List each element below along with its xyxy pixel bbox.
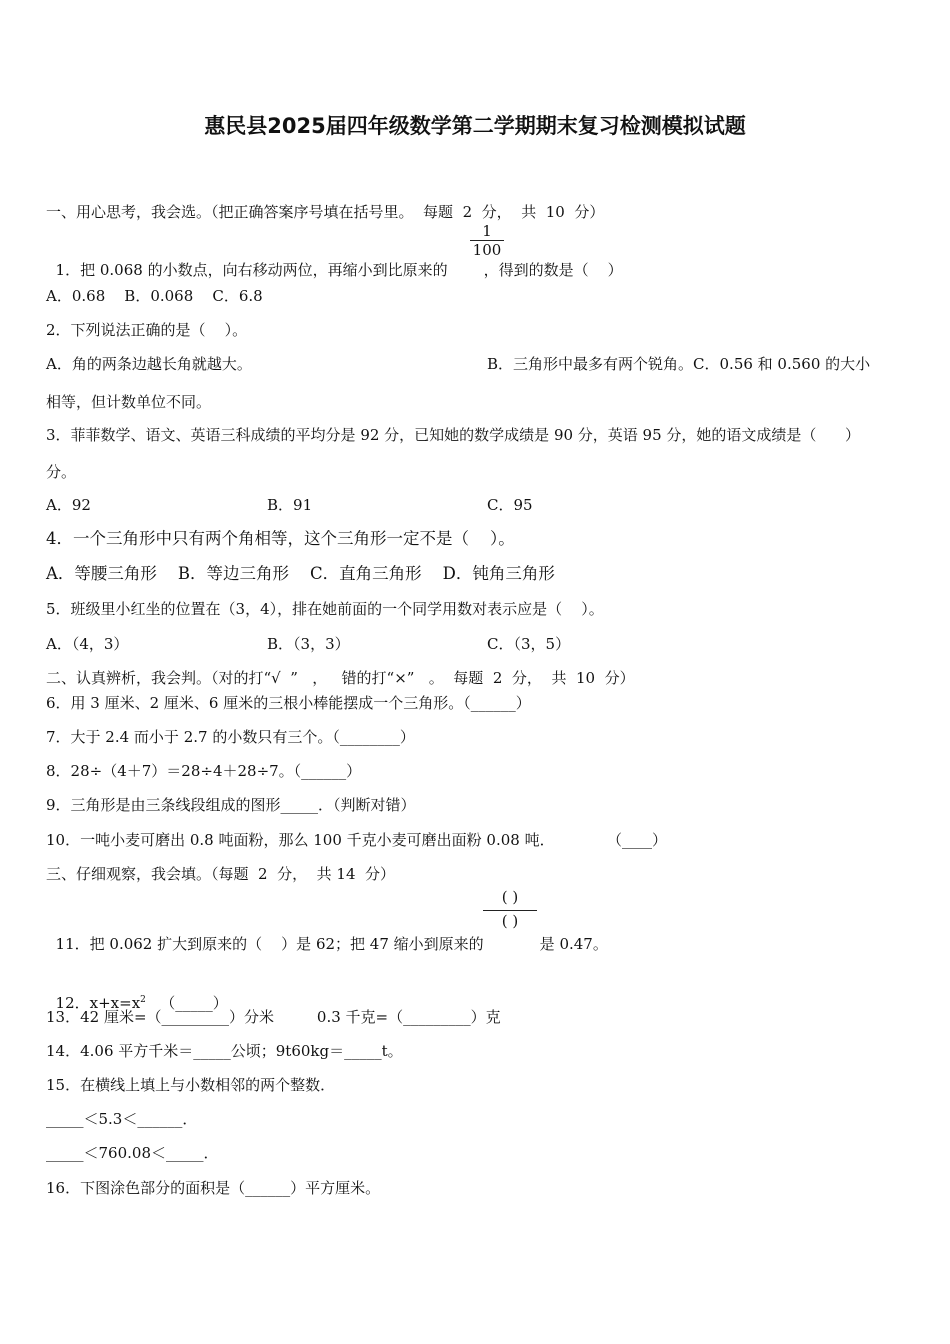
question-5-option-a: A．（4，3）	[46, 635, 129, 653]
question-12-blank: （_____）	[145, 994, 228, 1012]
fraction-blank-numerator: ( )	[501, 888, 519, 906]
question-15: 15．在横线上填上与小数相邻的两个整数．	[46, 1076, 336, 1094]
question-5-option-c: C．（3，5）	[487, 635, 571, 653]
question-2: 2．下列说法正确的是（ ）。	[46, 321, 248, 339]
fraction-denominator: 100	[472, 241, 502, 259]
fraction-blank-denominator: ( )	[501, 912, 519, 930]
fraction-numerator: 1	[482, 222, 492, 240]
page-title: 惠民县2025届四年级数学第二学期期末复习检测模拟试题	[204, 114, 746, 138]
section-3-heading: 三、仔细观察，我会填。（每题 2 分， 共 14 分）	[46, 865, 396, 883]
question-14: 14．4.06 平方千米＝_____公顷；9t60kg＝_____t。	[46, 1042, 403, 1060]
question-5: 5．班级里小红坐的位置在（3，4），排在她前面的一个同学用数对表示应是（ ）。	[46, 600, 604, 618]
fraction-blank	[483, 887, 537, 931]
question-11-text: 11．把 0.062 扩大到原来的（ ）是 62；把 47 缩小到原来的	[55, 935, 484, 953]
question-10: 10．一吨小麦可磨出 0.8 吨面粉，那么 100 千克小麦可磨出面粉 0.08 吨． （____）	[46, 831, 668, 849]
section-1-heading: 一、用心思考，我会选。（把正确答案序号填在括号里。 每题 2 分， 共 10 分）	[46, 203, 605, 221]
question-3-continuation: 分。	[46, 463, 77, 481]
question-1	[46, 240, 623, 280]
question-4: 4．一个三角形中只有两个角相等，这个三角形一定不是（ ）。	[46, 529, 515, 548]
fraction-one-hundredth	[470, 222, 504, 259]
question-2-option-bc: B．三角形中最多有两个锐角。C．0.56 和 0.560 的大小	[487, 355, 871, 373]
exponent: 2	[140, 995, 146, 1005]
question-3-option-c: C．95	[487, 496, 533, 514]
question-3-option-a: A．92	[46, 496, 91, 514]
question-1-text-end: ，得到的数是（ ）	[483, 261, 623, 279]
question-7: 7．大于 2.4 而小于 2.7 的小数只有三个。（________）	[46, 728, 415, 746]
question-12-text: 12．x+x=x	[55, 994, 141, 1012]
question-2-option-a: A．角的两条边越长角就越大。	[46, 355, 252, 373]
question-13: 13．42 厘米=（_________）分米 0.3 千克=（_________）克	[46, 1008, 501, 1026]
question-4-options: A．等腰三角形 B．等边三角形 C．直角三角形 D．钝角三角形	[46, 564, 555, 583]
question-3: 3．菲菲数学、语文、英语三科成绩的平均分是 92 分，已知她的数学成绩是 90 分，英语 95 分，她的语文成绩是（ ）	[46, 426, 861, 444]
question-8: 8．28÷（4＋7）＝28÷4＋28÷7。（______）	[46, 762, 362, 780]
question-5-option-b: B．（3，3）	[267, 635, 350, 653]
question-2-continuation: 相等，但计数单位不同。	[46, 393, 212, 411]
question-1-text: 1．把 0.068 的小数点，向右移动两位，再缩小到比原来的	[55, 261, 448, 279]
question-15-line-2: _____＜760.08＜_____．	[46, 1144, 219, 1162]
section-2-heading: 二、认真辨析，我会判。（对的打“√ ” ， 错的打“×” 。 每题 2 分， 共 10 分）	[46, 669, 635, 687]
question-11-text-end: 是 0.47。	[539, 935, 608, 953]
question-16: 16．下图涂色部分的面积是（______）平方厘米。	[46, 1179, 381, 1197]
question-1-options: A．0.68 B．0.068 C．6.8	[46, 287, 263, 305]
question-3-option-b: B．91	[267, 496, 313, 514]
question-6: 6．用 3 厘米、2 厘米、6 厘米的三根小棒能摆成一个三角形。（______）	[46, 694, 531, 712]
question-9: 9．三角形是由三条线段组成的图形_____．（判断对错）	[46, 796, 416, 814]
question-15-line-1: _____＜5.3＜______．	[46, 1110, 198, 1128]
